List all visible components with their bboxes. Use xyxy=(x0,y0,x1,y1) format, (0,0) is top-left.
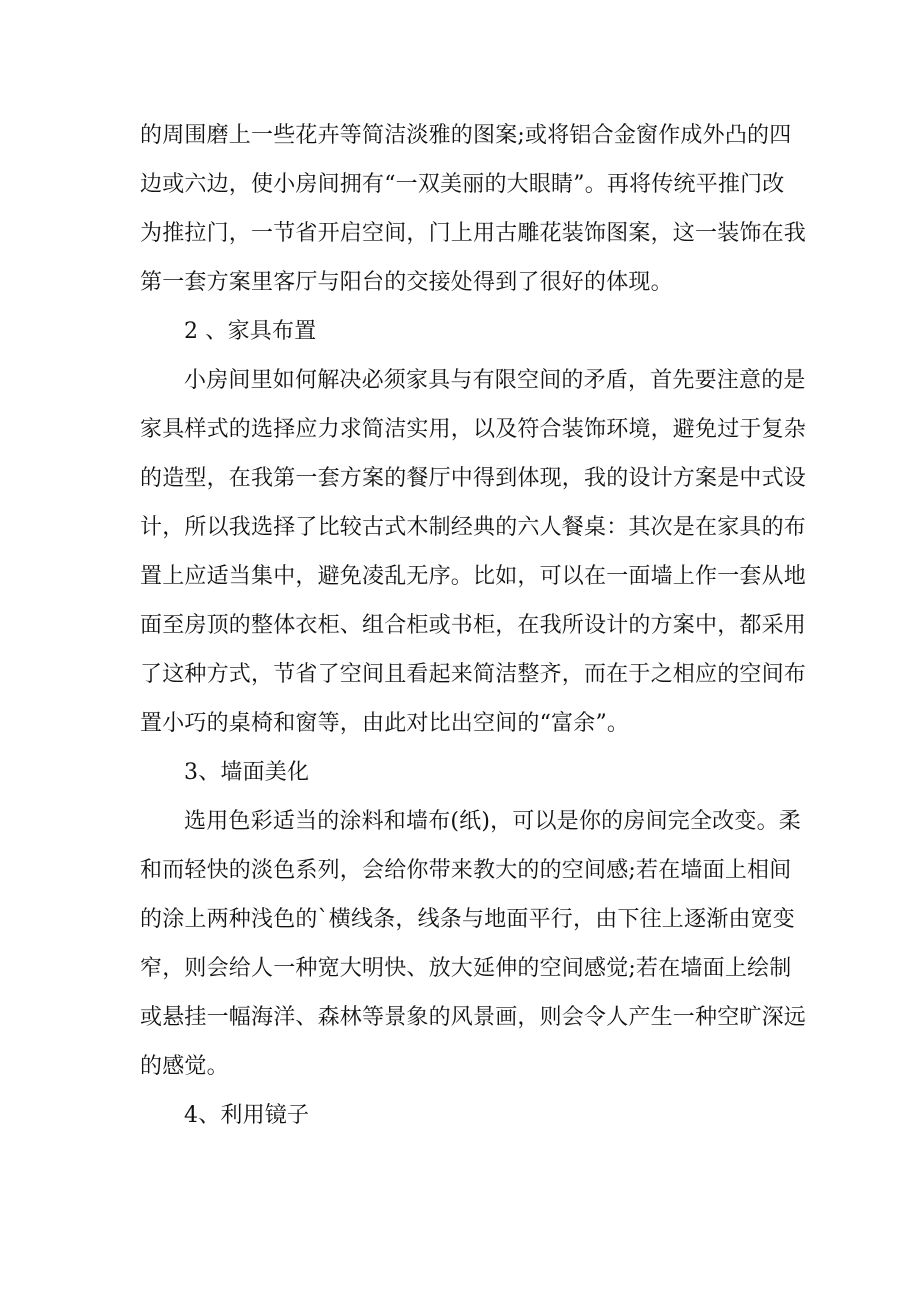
section-heading: 2 、家具布置 xyxy=(184,319,317,344)
paragraph-line: 家具样式的选择应力求简洁实用，以及符合装饰环境，避免过于复杂 xyxy=(140,417,807,442)
section-heading: 3、墙面美化 xyxy=(184,760,310,785)
paragraph-line: 面至房顶的整体衣柜、组合柜或书柜，在我所设计的方案中，都采用 xyxy=(140,613,807,638)
paragraph-line: 选用色彩适当的涂料和墙布(纸)，可以是你的房间完全改变。柔 xyxy=(184,809,801,834)
paragraph-line: 小房间里如何解决必须家具与有限空间的矛盾，首先要注意的是 xyxy=(184,368,806,393)
paragraph-line: 窄，则会给人一种宽大明快、放大延伸的空间感觉;若在墙面上绘制 xyxy=(140,956,792,981)
paragraph-line: 的感觉。 xyxy=(140,1054,229,1079)
paragraph-line: 或悬挂一幅海洋、森林等景象的风景画，则会令人产生一种空旷深远 xyxy=(140,1005,807,1030)
paragraph-line: 的周围磨上一些花卉等简洁淡雅的图案;或将铝合金窗作成外凸的四 xyxy=(140,123,792,148)
paragraph-line: 边或六边，使小房间拥有“一双美丽的大眼睛”。再将传统平推门改 xyxy=(140,172,785,197)
paragraph-line: 的涂上两种浅色的`横线条，线条与地面平行，由下往上逐渐由宽变 xyxy=(140,907,796,932)
paragraph-line: 了这种方式，节省了空间且看起来简洁整齐，而在于之相应的空间布 xyxy=(140,662,807,687)
paragraph-line: 置上应适当集中，避免凌乱无序。比如，可以在一面墙上作一套从地 xyxy=(140,564,807,589)
paragraph-line: 的造型，在我第一套方案的餐厅中得到体现，我的设计方案是中式设 xyxy=(140,466,807,491)
paragraph-line: 第一套方案里客厅与阳台的交接处得到了很好的体现。 xyxy=(140,270,673,295)
paragraph-line: 为推拉门，一节省开启空间，门上用古雕花装饰图案，这一装饰在我 xyxy=(140,221,807,246)
paragraph-line: 计，所以我选择了比较古式木制经典的六人餐桌：其次是在家具的布 xyxy=(140,515,807,540)
paragraph-line: 置小巧的桌椅和窗等，由此对比出空间的“富余”。 xyxy=(140,711,630,736)
section-heading: 4、利用镜子 xyxy=(184,1103,310,1128)
paragraph-line: 和而轻快的淡色系列，会给你带来教大的的空间感;若在墙面上相间 xyxy=(140,858,792,883)
